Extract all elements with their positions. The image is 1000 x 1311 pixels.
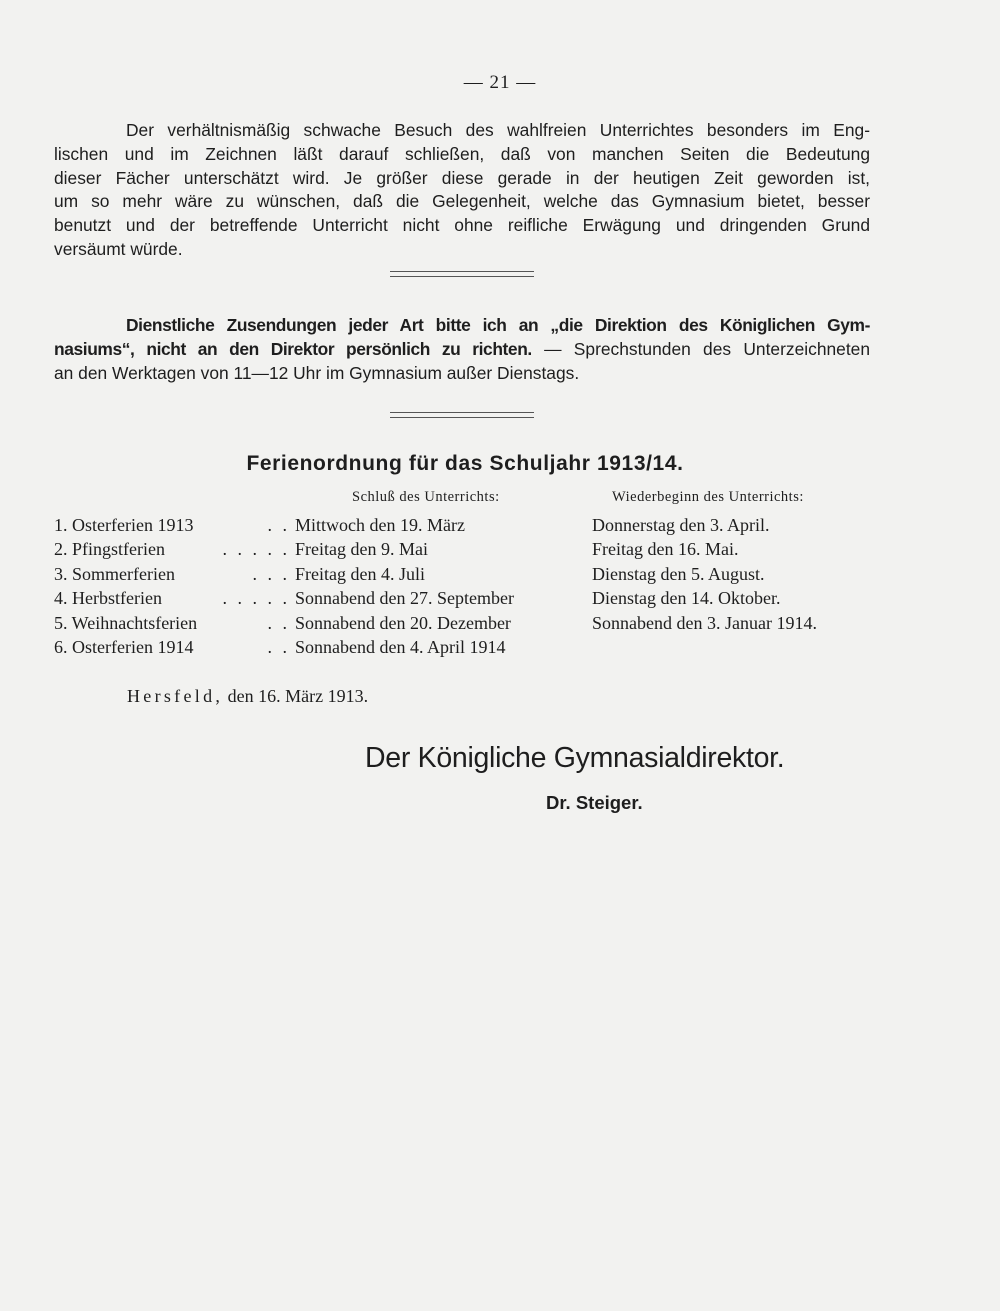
schluss-date: Freitag den 4. Juli <box>295 563 425 584</box>
holiday-name: 6. Osterferien 1914 <box>54 636 194 657</box>
paragraph-line: lischen und im Zeichnen läßt darauf schließen, daß von manchen Seiten die Bedeutung <box>54 143 870 164</box>
leader-dots: . . . <box>252 563 290 584</box>
schluss-date: Sonnabend den 4. April 1914 <box>295 636 506 657</box>
paragraph-line: versäumt würde. <box>54 238 183 259</box>
leader-dots: . . <box>267 612 290 633</box>
schluss-date: Sonnabend den 27. September <box>295 588 514 609</box>
paragraph-wahlfreier-unterricht <box>54 119 870 262</box>
holiday-name: 4. Herbstferien <box>54 588 162 609</box>
section-divider <box>390 412 534 418</box>
wiederbeginn-date: Donnerstag den 3. April. <box>592 515 770 535</box>
paragraph-line <box>54 337 870 361</box>
wiederbeginn-date: Dienstag den 14. Oktober. <box>592 588 781 609</box>
paragraph-dienstliche-zusendungen <box>54 313 870 385</box>
wiederbeginn-date: Sonnabend den 3. Januar 1914. <box>592 612 817 633</box>
place-name: Hersfeld, <box>127 686 224 706</box>
leader-dots: . . <box>267 636 290 657</box>
schluss-date: Sonnabend den 20. Dezember <box>295 612 511 633</box>
signature-title: Der Königliche Gymnasialdirektor. <box>365 742 785 774</box>
schluss-date: Mittwoch den 19. März <box>295 515 465 535</box>
column-header-wiederbeginn: Wiederbeginn des Unterrichts: <box>612 489 804 505</box>
leader-dots: . . <box>267 515 290 535</box>
holiday-name: 3. Sommerferien <box>54 563 175 584</box>
paragraph-fragment: — Sprechstunden des Unterzeichneten <box>531 339 871 359</box>
wiederbeginn-date: Freitag den 16. Mai. <box>592 539 739 560</box>
paragraph-line: dieser Fächer unterschätzt wird. Je größer diese gerade in der heutigen Zeit geworden ist, <box>54 167 870 188</box>
column-header-schluss: Schluß des Unterrichts: <box>352 489 500 505</box>
leader-dots: . . . . . <box>222 539 290 560</box>
paragraph-line: benutzt und der betreffende Unterricht nicht ohne reifliche Erwägung und dringenden Grund <box>54 215 870 236</box>
holiday-name: 5. Weihnachtsferien <box>54 612 198 633</box>
paragraph-bold-fragment: nasiums“, nicht an den Direktor persönlich zu richten. <box>54 339 532 359</box>
holiday-schedule-title: Ferienordnung für das Schuljahr 1913/14. <box>246 452 684 475</box>
signature-name: Dr. Steiger. <box>546 792 643 813</box>
section-divider <box>390 271 534 277</box>
page-number: — 21 — <box>463 72 537 93</box>
holiday-name: 2. Pfingstferien <box>54 539 165 560</box>
leader-dots: . . . . . <box>222 588 290 609</box>
schluss-date: Freitag den 9. Mai <box>295 539 428 560</box>
place-and-date <box>127 686 368 707</box>
paragraph-line: Der verhältnismäßig schwache Besuch des wahlfreien Unterrichtes besonders im Eng- <box>126 120 870 140</box>
paragraph-line: um so mehr wäre zu wünschen, daß die Gelegenheit, welche das Gymnasium bietet, besser <box>54 191 870 212</box>
wiederbeginn-date: Dienstag den 5. August. <box>592 563 765 584</box>
date-text: den 16. März 1913. <box>223 686 369 706</box>
paragraph-line: an den Werktagen von 11—12 Uhr im Gymnasium außer Dienstags. <box>54 363 580 383</box>
paragraph-line-bold: Dienstliche Zusendungen jeder Art bitte ich an „die Direktion des Königlichen Gym- <box>126 315 870 335</box>
holiday-name: 1. Osterferien 1913 <box>54 515 194 535</box>
